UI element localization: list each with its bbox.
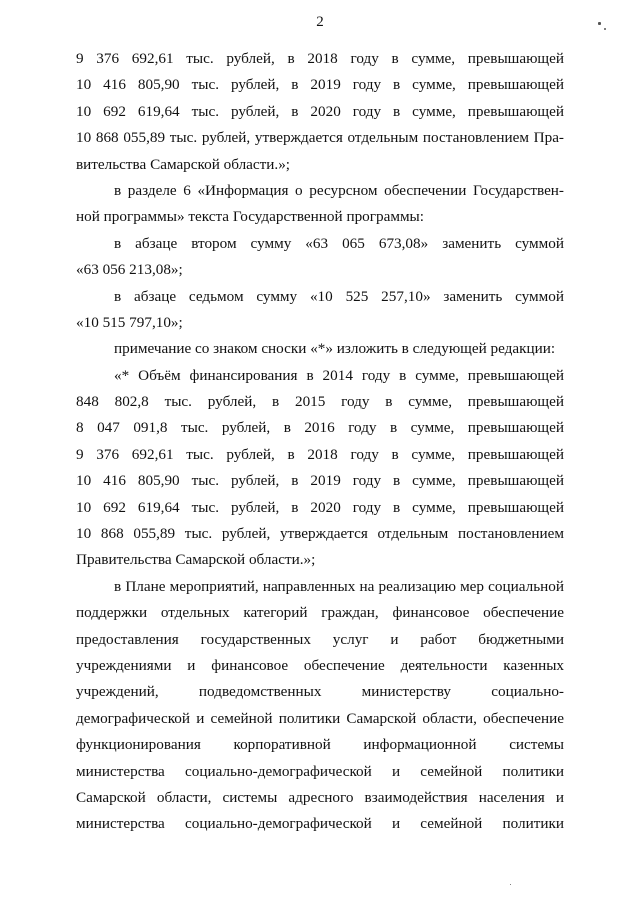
text-line: 10 868 055,89 тыс. рублей, утверждается отдельным постановлением [76,525,564,543]
text-line: 10 692 619,64 тыс. рублей, в 2020 году в сумме, превышающей [76,102,564,120]
text-line: «63 056 213,08»; [76,261,183,279]
text-line: 9 376 692,61 тыс. рублей, в 2018 году в сумме, превышающей [76,445,564,463]
document-body [76,46,564,838]
text-line: 10 416 805,90 тыс. рублей, в 2019 году в сумме, превышающей [76,472,564,490]
text-line: в абзаце седьмом сумму «10 525 257,10» заменить суммой [114,287,564,305]
text-line: Самарской области, системы адресного взаимодействия населения и [76,788,564,806]
scan-speck [510,884,511,885]
text-line: 8 047 091,8 тыс. рублей, в 2016 году в сумме, превышающей [76,419,564,437]
text-line: ной программы» текста Государственной программы: [76,208,424,226]
text-line: 10 416 805,90 тыс. рублей, в 2019 году в сумме, превышающей [76,76,564,94]
text-line: Правительства Самарской области.»; [76,551,316,569]
text-line: в Плане мероприятий, направленных на реализацию мер социальной [114,577,564,595]
text-line: в абзаце втором сумму «63 065 673,08» заменить суммой [114,234,564,252]
scan-speck [598,22,601,25]
text-line: «10 515 797,10»; [76,313,183,331]
text-line: вительства Самарской области.»; [76,155,291,173]
text-line: 10 692 619,64 тыс. рублей, в 2020 году в сумме, превышающей [76,498,564,516]
text-line: демографической и семейной политики Самарской области, обеспечение [76,709,564,727]
text-line: 9 376 692,61 тыс. рублей, в 2018 году в сумме, превышающей [76,50,564,67]
scan-speck [604,28,606,30]
text-line: учреждений, подведомственных министерству социально- [76,683,564,701]
text-line: учреждениями и финансовое обеспечение деятельности казенных [76,656,564,674]
text-line: 10 868 055,89 тыс. рублей, утверждается отдельным постановлением Пра- [76,129,564,147]
text-line: 848 802,8 тыс. рублей, в 2015 году в сумме, превышающей [76,393,564,411]
text-line: министерства социально-демографической и семейной политики [76,815,564,833]
text-line: министерства социально-демографической и семейной политики [76,762,564,780]
text-line: примечание со знаком сноски «*» изложить в следующей редакции: [114,340,556,358]
text-line: поддержки отдельных категорий граждан, финансовое обеспечение [76,604,564,622]
text-line: функционирования корпоративной информационной системы [76,736,564,754]
text-line: предоставления государственных услуг и работ бюджетными [76,630,564,648]
text-line: «* Объём финансирования в 2014 году в сумме, превышающей [114,366,564,384]
page-number: 2 [316,14,324,30]
text-line: в разделе 6 «Информация о ресурсном обеспечении Государствен- [114,181,564,199]
